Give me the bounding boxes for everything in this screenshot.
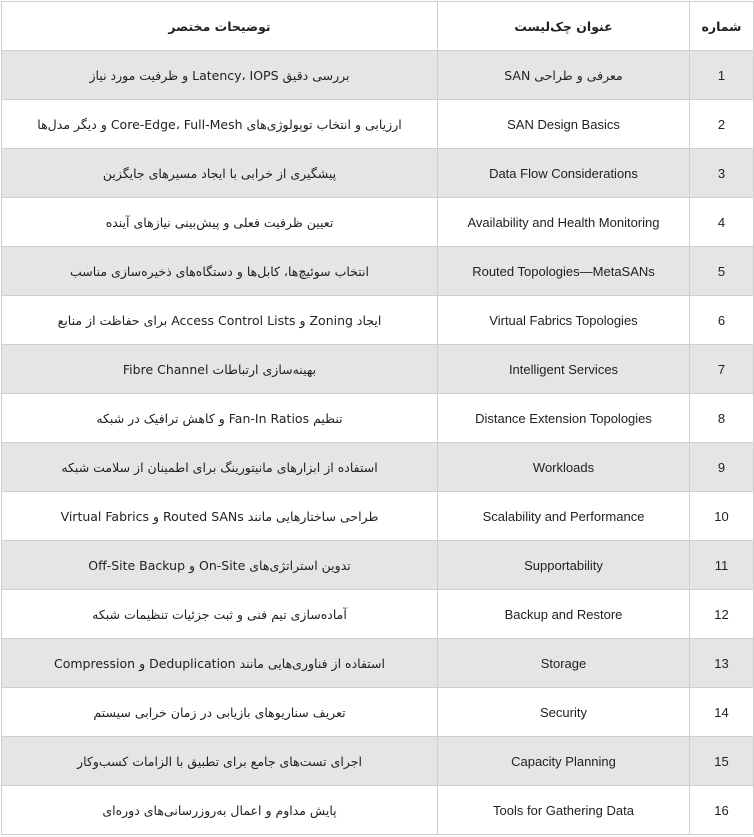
row-description: پایش مداوم و اعمال به‌روزرسانی‌های دوره‌ای	[2, 786, 438, 835]
row-title: Data Flow Considerations	[438, 149, 690, 198]
table-row	[2, 100, 754, 149]
header-title: عنوان چک‌لیست	[438, 2, 690, 51]
row-title: Distance Extension Topologies	[438, 394, 690, 443]
table-row	[2, 296, 754, 345]
row-title: Availability and Health Monitoring	[438, 198, 690, 247]
row-title: معرفی و طراحی SAN	[438, 51, 690, 100]
row-number: 6	[690, 296, 754, 345]
row-number: 16	[690, 786, 754, 835]
row-description: تعیین ظرفیت فعلی و پیش‌بینی نیازهای آینده	[2, 198, 438, 247]
row-number: 12	[690, 590, 754, 639]
row-number: 7	[690, 345, 754, 394]
row-description: پیشگیری از خرابی با ایجاد مسیرهای جایگزین	[2, 149, 438, 198]
row-title: Supportability	[438, 541, 690, 590]
row-description: استفاده از ابزارهای مانیتورینگ برای اطمینان از سلامت شبکه	[2, 443, 438, 492]
table-row	[2, 737, 754, 786]
row-description: اجرای تست‌های جامع برای تطبیق با الزامات کسب‌وکار	[2, 737, 438, 786]
table-row	[2, 247, 754, 296]
row-title: Storage	[438, 639, 690, 688]
row-number: 4	[690, 198, 754, 247]
row-title: Virtual Fabrics Topologies	[438, 296, 690, 345]
row-title: Backup and Restore	[438, 590, 690, 639]
table-row	[2, 639, 754, 688]
row-title: Workloads	[438, 443, 690, 492]
row-number: 3	[690, 149, 754, 198]
row-description: بررسی دقیق Latency، IOPS و ظرفیت مورد نیاز	[2, 51, 438, 100]
table-row	[2, 345, 754, 394]
row-description: ایجاد Zoning و Access Control Lists برای حفاظت از منابع	[2, 296, 438, 345]
row-description: تنظیم Fan-In Ratios و کاهش ترافیک در شبکه	[2, 394, 438, 443]
table-row	[2, 688, 754, 737]
table-row	[2, 590, 754, 639]
header-number: شماره	[690, 2, 754, 51]
row-title: Scalability and Performance	[438, 492, 690, 541]
table-row	[2, 492, 754, 541]
row-title: Routed Topologies—MetaSANs	[438, 247, 690, 296]
row-description: تدوین استراتژی‌های On-Site و Off-Site Backup	[2, 541, 438, 590]
table-row	[2, 198, 754, 247]
table-row	[2, 394, 754, 443]
row-number: 9	[690, 443, 754, 492]
table-row	[2, 51, 754, 100]
row-title: Intelligent Services	[438, 345, 690, 394]
row-title: SAN Design Basics	[438, 100, 690, 149]
table-header-row	[2, 2, 754, 51]
table-row	[2, 786, 754, 835]
checklist-table	[1, 1, 754, 835]
row-number: 5	[690, 247, 754, 296]
row-description: تعریف سناریوهای بازیابی در زمان خرابی سیستم	[2, 688, 438, 737]
row-description: انتخاب سوئیچ‌ها، کابل‌ها و دستگاه‌های ذخیره‌سازی مناسب	[2, 247, 438, 296]
table-row	[2, 443, 754, 492]
row-title: Tools for Gathering Data	[438, 786, 690, 835]
row-number: 10	[690, 492, 754, 541]
table-row	[2, 541, 754, 590]
row-description: ارزیابی و انتخاب توپولوژی‌های Core-Edge، Full-Mesh و دیگر مدل‌ها	[2, 100, 438, 149]
row-number: 11	[690, 541, 754, 590]
row-description: استفاده از فناوری‌هایی مانند Deduplication و Compression	[2, 639, 438, 688]
row-number: 1	[690, 51, 754, 100]
row-number: 13	[690, 639, 754, 688]
row-title: Capacity Planning	[438, 737, 690, 786]
header-description: توضیحات مختصر	[2, 2, 438, 51]
row-description: طراحی ساختارهایی مانند Routed SANs و Virtual Fabrics	[2, 492, 438, 541]
row-description: بهینه‌سازی ارتباطات Fibre Channel	[2, 345, 438, 394]
row-description: آماده‌سازی تیم فنی و ثبت جزئیات تنظیمات شبکه	[2, 590, 438, 639]
row-title: Security	[438, 688, 690, 737]
row-number: 8	[690, 394, 754, 443]
row-number: 15	[690, 737, 754, 786]
row-number: 2	[690, 100, 754, 149]
row-number: 14	[690, 688, 754, 737]
table-row	[2, 149, 754, 198]
